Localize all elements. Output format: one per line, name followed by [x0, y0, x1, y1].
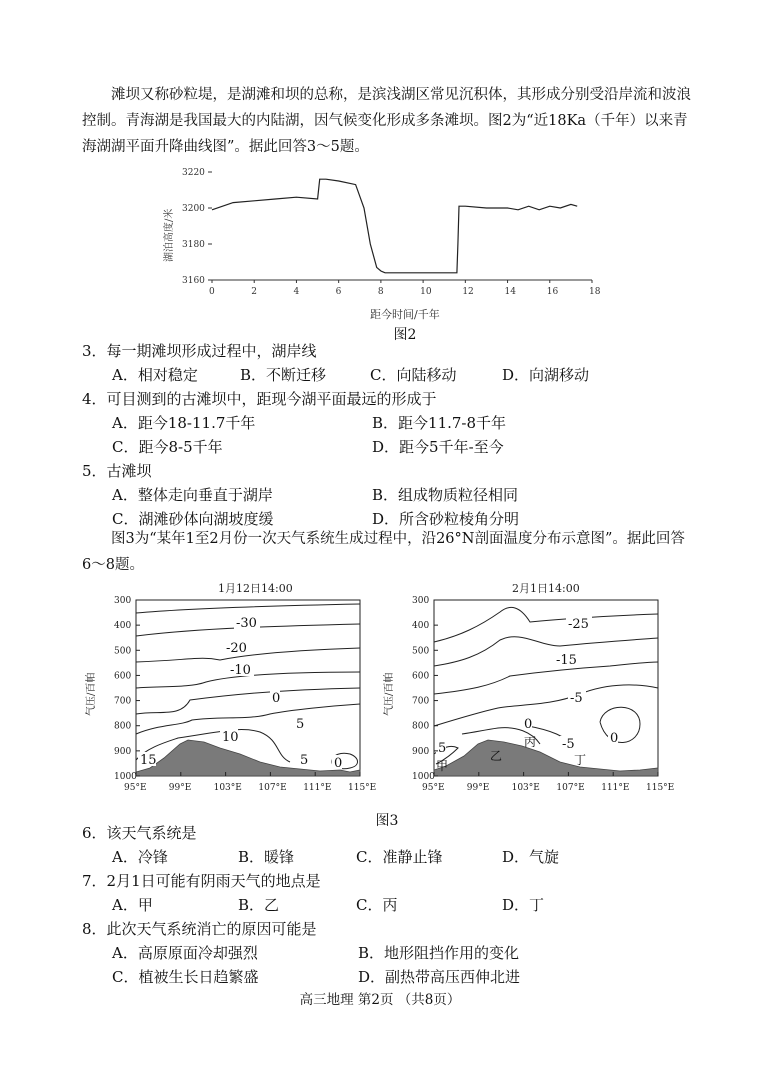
q8-option-b: B．地形阻挡作用的变化 [358, 944, 520, 962]
fig3-ytick-label: 800 [412, 721, 430, 732]
fig2-axes [182, 168, 601, 297]
q4-option-d: D．距今5千年-至今 [372, 438, 504, 456]
contour-label: 0 [610, 731, 619, 746]
q7-option-c: C．丙 [356, 896, 398, 914]
q7-option-d: D．丁 [502, 896, 545, 914]
q5-option-c: C．湖滩砂体向湖坡度缓 [112, 510, 274, 528]
figure-2-chart [150, 162, 610, 324]
fig2-xtick-label: 10 [420, 287, 432, 297]
fig2-xtick-label: 14 [504, 287, 517, 297]
intro-paragraph-2: 图3为“某年1至2月份一次天气系统生成过程中，沿26°N剖面温度分布示意图”。据此回答6～8题。 [82, 531, 685, 573]
figure-3-diagram [80, 576, 690, 806]
fig2-xlabel: 距今时间/千年 [370, 308, 440, 321]
fig2-xtick-label: 0 [209, 287, 215, 297]
figure-3-caption: 图3 [375, 813, 399, 829]
fig3-xtick-label: 111°E [303, 783, 332, 793]
fig3-ytick-label: 600 [412, 671, 430, 682]
fig3-xtick-label: 95°E [422, 783, 445, 793]
contour-label: -5 [562, 737, 575, 752]
question-7: 7．2月1日可能有阴雨天气的地点是 [82, 872, 321, 890]
fig3-ytick-label: 500 [114, 646, 132, 657]
fig2-ylabel: 湖泊高度/米 [164, 208, 175, 262]
q3-option-c: C．向陆移动 [370, 366, 457, 384]
contour-label: 0 [334, 756, 343, 771]
page-footer: 高三地理 第2页 （共8页） [299, 992, 461, 1008]
fig3-left-ylabel: 气压/百帕 [86, 672, 97, 716]
q8-option-a: A．高原原面冷却强烈 [112, 944, 258, 962]
q6-option-d: D．气旋 [502, 848, 560, 866]
fig3-xtick-label: 99°E [466, 783, 490, 793]
fig3-right-panel [382, 582, 674, 793]
fig2-ytick-label: 3200 [182, 204, 205, 214]
fig3-ytick-label: 400 [114, 621, 132, 632]
fig3-ytick-label: 900 [412, 746, 430, 757]
q6-option-b: B．暖锋 [238, 848, 295, 866]
contour-label: -30 [236, 616, 257, 631]
fig2-xtick-label: 16 [546, 287, 559, 297]
fig3-ytick-label: 700 [412, 696, 430, 707]
contour-label: -25 [568, 617, 589, 632]
fig3-ytick-label: 900 [114, 746, 132, 757]
q3-option-a: A．相对稳定 [112, 366, 198, 384]
fig2-ytick-label: 3180 [182, 240, 205, 250]
place-label: 丙 [524, 735, 537, 749]
contour-label: 10 [222, 730, 239, 745]
fig3-ytick-label: 600 [114, 671, 132, 682]
fig3-ytick-label: 800 [114, 721, 132, 732]
fig2-xtick-label: 4 [293, 287, 300, 297]
intro-paragraph-1: 滩坝又称砂粒堤，是湖滩和坝的总称，是滨浅湖区常见沉积体，其形成分别受沿岸流和波浪控制。青海湖是我国最大的内陆湖，因气候变化形成多条滩坝。图2为“近18Ka（千年）以来青海湖湖平面升降曲线图”。据此回答3～5题。 [82, 87, 691, 155]
fig2-xtick-label: 2 [251, 287, 257, 297]
q4-option-b: B．距今11.7-8千年 [372, 414, 507, 432]
q8-option-c: C．植被生长日趋繁盛 [112, 968, 259, 986]
q8-option-d: D．副热带高压西伸北进 [358, 968, 521, 986]
fig3-xtick-label: 107°E [258, 783, 287, 793]
q6-option-c: C．准静止锋 [356, 848, 443, 866]
contour-label: 0 [524, 717, 533, 732]
fig2-xtick-label: 12 [462, 287, 474, 297]
fig3-right-ylabel: 气压/百帕 [384, 672, 395, 716]
fig2-ytick-label: 3160 [182, 276, 205, 286]
figure-2-caption: 图2 [393, 327, 417, 343]
place-label: 甲 [436, 759, 449, 773]
left-terrain [136, 740, 360, 776]
contour-label: -5 [570, 691, 583, 706]
contour-label: 5 [438, 741, 447, 756]
fig3-ytick-label: 1000 [114, 772, 137, 782]
lake-level-line [212, 179, 577, 273]
fig3-xtick-label: 95°E [124, 783, 147, 793]
q7-option-a: A．甲 [112, 896, 153, 914]
contour-label: -15 [556, 653, 577, 668]
fig3-xtick-label: 107°E [556, 783, 585, 793]
q4-option-a: A．距今18-11.7千年 [112, 414, 256, 432]
question-3: 3．每一期滩坝形成过程中，湖岸线 [82, 342, 317, 360]
q3-option-b: B．不断迁移 [240, 366, 327, 384]
fig3-xtick-label: 99°E [168, 783, 192, 793]
question-8: 8．此次天气系统消亡的原因可能是 [82, 920, 317, 938]
fig2-xtick-label: 8 [377, 287, 384, 297]
fig3-xtick-label: 115°E [348, 783, 377, 793]
q5-option-d: D．所含砂粒棱角分明 [372, 510, 520, 528]
contour-label: -20 [226, 641, 247, 656]
contour-label: 5 [300, 753, 309, 768]
question-5: 5．古滩坝 [82, 462, 152, 480]
fig3-xtick-label: 103°E [213, 783, 242, 793]
fig3-left-title: 1月12日14:00 [218, 582, 293, 595]
q5-option-a: A．整体走向垂直于湖岸 [112, 486, 273, 504]
question-6: 6．该天气系统是 [82, 824, 197, 842]
fig3-left-panel [84, 582, 376, 793]
fig2-xtick-label: 6 [335, 287, 342, 297]
fig3-xtick-label: 111°E [601, 783, 630, 793]
fig3-right-title: 2月1日14:00 [512, 582, 580, 595]
q3-option-d: D．向湖移动 [502, 366, 590, 384]
fig2-xtick-label: 18 [589, 287, 601, 297]
contour-label: 5 [296, 717, 305, 732]
contour-label: -10 [230, 663, 251, 678]
fig3-ytick-label: 400 [412, 621, 430, 632]
contour-label: 0 [272, 691, 281, 706]
fig3-xtick-label: 115°E [646, 783, 675, 793]
place-label: 丁 [574, 753, 587, 767]
fig3-ytick-label: 300 [412, 596, 430, 606]
fig2-ytick-label: 3220 [182, 168, 205, 178]
fig3-ytick-label: 700 [114, 696, 132, 707]
fig3-ytick-label: 1000 [412, 772, 435, 782]
q4-option-c: C．距今8-5千年 [112, 438, 223, 456]
fig3-xtick-label: 103°E [511, 783, 540, 793]
q6-option-a: A．冷锋 [112, 848, 168, 866]
q5-option-b: B．组成物质粒径相同 [372, 486, 519, 504]
fig3-ytick-label: 500 [412, 646, 430, 657]
fig3-ytick-label: 300 [114, 596, 132, 606]
contour-label: 15 [140, 753, 157, 768]
question-4: 4．可目测到的古滩坝中，距现今湖平面最远的形成于 [82, 390, 437, 408]
right-terrain [434, 740, 658, 776]
place-label: 乙 [490, 749, 503, 763]
q7-option-b: B．乙 [238, 896, 280, 914]
